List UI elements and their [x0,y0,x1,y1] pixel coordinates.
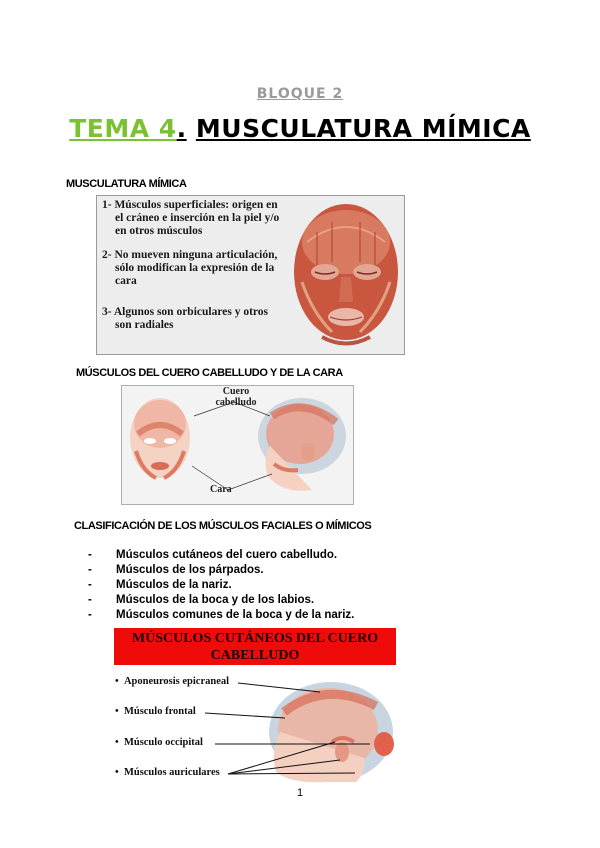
section-heading-musculatura: MUSCULATURA MÍMICA [66,178,187,190]
section-heading-cuero-cara: MÚSCULOS DEL CUERO CABELLUDO Y DE LA CARA [76,367,343,379]
list-item: - Músculos de la nariz. [88,579,232,591]
label-aponeurosis: • Aponeurosis epicraneal [115,676,230,687]
label-cara: Cara [210,484,232,495]
page-number: 1 [296,787,304,799]
list-item: - Músculos cutáneos del cuero cabelludo. [88,549,338,561]
title-separator: . [176,114,187,143]
figure-item-3: 3- Algunos son orbiculares y otros son radiales [102,306,269,331]
block-label: BLOQUE 2 [256,86,344,102]
scalp-muscles-banner: MÚSCULOS CUTÁNEOS DEL CUERO CABELLUDO [114,628,396,665]
list-item: - Músculos comunes de la boca y de la nariz. [88,609,355,621]
list-item: - Músculos de la boca y de los labios. [88,594,315,606]
figure-item-1: 1- Músculos superficiales: origen en el cráneo e inserción en la piel y/o en otros músculos [102,199,280,237]
list-item: - Músculos de los párpados. [88,564,264,576]
figure-item-2: 2- No mueven ninguna articulación, sólo modifican la expresión de la cara [102,249,278,287]
section-heading-clasificacion: CLASIFICACIÓN DE LOS MÚSCULOS FACIALES O MÍMICOS [74,520,372,532]
title-topic: TEMA 4 [69,114,177,143]
label-frontal: • Músculo frontal [115,706,196,717]
title-subject: MUSCULATURA MÍMICA [195,114,531,143]
label-cuero-cabelludo: Cuero cabelludo [215,386,257,408]
label-auriculares: • Músculos auriculares [115,767,220,778]
label-occipital: • Músculo occipital [115,737,203,748]
